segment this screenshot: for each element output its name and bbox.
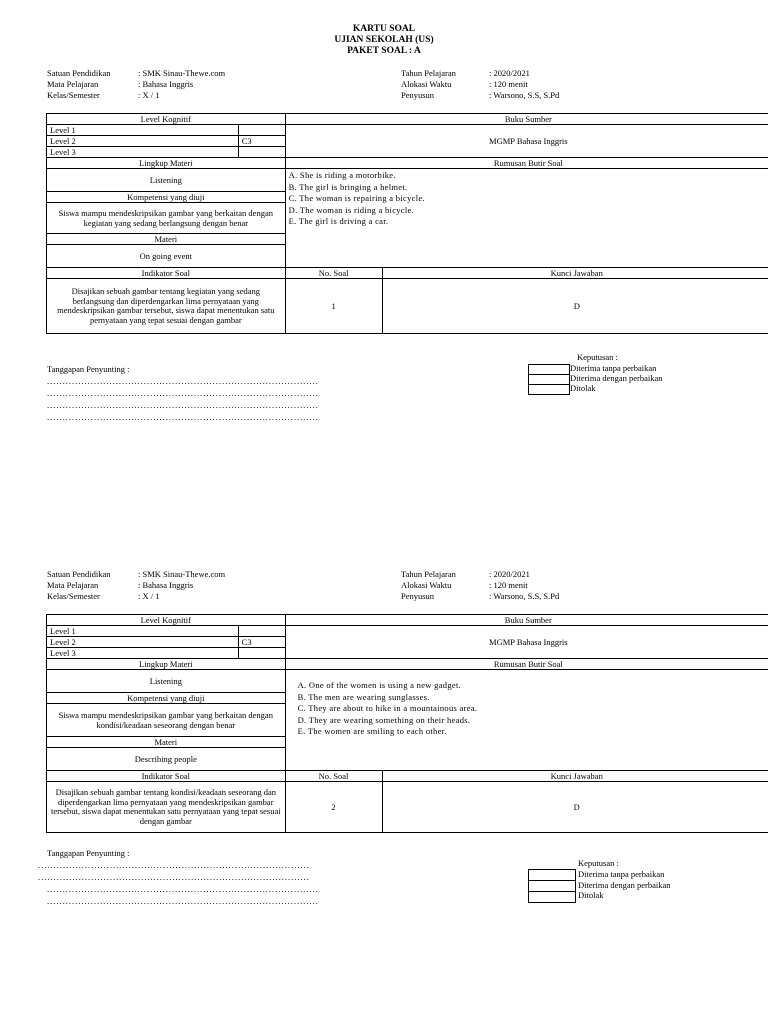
comment-line: ....................................................................................... — [47, 884, 319, 894]
mapel-value: : Bahasa Inggris — [138, 580, 194, 590]
level3-label: Level 3 — [47, 648, 239, 659]
tahun-value: : 2020/2021 — [489, 569, 530, 579]
materi-header: Materi — [47, 737, 286, 748]
kompetensi-value: Siswa mampu mendeskripsikan gambar yang berkaitan dengan kegiatan yang sedang berlangsung dengan benar — [47, 203, 286, 234]
option-b: B. The girl is bringing a helmet. — [288, 181, 408, 192]
buku-sumber-header: Buku Sumber — [285, 114, 768, 125]
buku-sumber-value: MGMP Bahasa Inggris — [285, 626, 768, 659]
option-a: A. She is riding a motorbike. — [288, 170, 396, 180]
kelas-value: : X / 1 — [138, 591, 160, 601]
card-title: KARTU SOAL — [352, 24, 416, 34]
tahun-value: : 2020/2021 — [489, 68, 530, 78]
ditolak-label: Ditolak — [570, 383, 596, 393]
kompetensi-header: Kompetensi yang diuji — [47, 192, 286, 203]
indikator-value: Disajikan sebuah gambar tentang kegiatan yang sedang berlangsung dan diperdengarkan lima pernyataan yang mendeskripsikan gambar tersebut, siswa dapat menentukan satu pernyataan yang tepat sesuai dengan gambar — [47, 279, 286, 334]
options-list — [285, 169, 768, 268]
question-card-1 — [46, 113, 768, 334]
option-c: C. The woman is repairing a bicycle. — [288, 193, 425, 203]
alokasi-value: : 120 menit — [489, 79, 528, 89]
penyusun-value: : Warsono, S.S, S.Pd — [489, 591, 560, 601]
options-list — [285, 670, 768, 771]
option-e: E. The women are smiling to each other. — [297, 726, 447, 736]
level2-label: Level 2 — [47, 136, 239, 147]
rumusan-header: Rumusan Butir Soal — [285, 158, 768, 169]
keputusan-label: Keputusan : — [578, 858, 619, 868]
comment-line: ....................................................................................... — [47, 376, 319, 386]
level-value: C3 — [238, 136, 285, 147]
no-soal-value: 1 — [285, 279, 382, 334]
level1-label: Level 1 — [47, 125, 239, 136]
comment-line: ....................................................................................... — [47, 896, 319, 906]
materi-value: On going event — [47, 245, 286, 268]
mapel-value: : Bahasa Inggris — [138, 79, 194, 89]
indikator-header: Indikator Soal — [47, 268, 286, 279]
kunci-header: Kunci Jawaban — [382, 268, 768, 279]
package-title: PAKET SOAL : A — [347, 46, 421, 56]
kunci-value: D — [382, 782, 768, 833]
option-b: B. The men are wearing sunglasses. — [297, 691, 430, 702]
terima-dengan-label: Diterima dengan perbaikan — [578, 880, 671, 890]
checkbox-ditolak[interactable] — [528, 384, 570, 395]
lingkup-value: Listening — [47, 169, 286, 192]
satuan-label: Satuan Pendidikan — [47, 68, 111, 78]
comment-line: ....................................................................................... — [47, 388, 319, 398]
mapel-label: Mata Pelajaran — [47, 79, 99, 89]
comment-line: ....................................................................................... — [38, 860, 310, 870]
ditolak-label: Ditolak — [578, 890, 604, 900]
no-soal-header: No. Soal — [285, 771, 382, 782]
option-e: E. The girl is driving a car. — [288, 216, 389, 226]
kelas-label: Kelas/Semester — [47, 591, 100, 601]
alokasi-value: : 120 menit — [489, 580, 528, 590]
tahun-label: Tahun Pelajaran — [401, 569, 456, 579]
alokasi-label: Alokasi Waktu — [401, 79, 452, 89]
lingkup-value: Listening — [47, 670, 286, 693]
tanggapan-label: Tanggapan Penyunting : — [47, 364, 130, 374]
option-c: C. They are about to hike in a mountainous area. — [297, 703, 478, 713]
tanggapan-label: Tanggapan Penyunting : — [47, 848, 130, 858]
option-d: D. The woman is riding a bicycle. — [288, 204, 415, 215]
mapel-label: Mata Pelajaran — [47, 580, 99, 590]
indikator-header: Indikator Soal — [47, 771, 286, 782]
terima-dengan-label: Diterima dengan perbaikan — [570, 373, 663, 383]
no-soal-header: No. Soal — [285, 268, 382, 279]
kompetensi-value: Siswa mampu mendeskripsikan gambar yang berkaitan dengan kondisi/keadaan seseorang dengan benar — [47, 704, 286, 737]
kunci-header: Kunci Jawaban — [382, 771, 768, 782]
option-d: D. They are wearing something on their heads. — [297, 714, 471, 725]
level2-label: Level 2 — [47, 637, 239, 648]
tahun-label: Tahun Pelajaran — [401, 68, 456, 78]
lingkup-header: Lingkup Materi — [47, 158, 286, 169]
kelas-value: : X / 1 — [138, 90, 160, 100]
materi-header: Materi — [47, 234, 286, 245]
satuan-value: : SMK Sinau-Thewe.com — [138, 68, 226, 78]
keputusan-label: Keputusan : — [577, 352, 618, 362]
buku-sumber-header: Buku Sumber — [285, 615, 768, 626]
checkbox-ditolak[interactable] — [528, 891, 576, 903]
exam-title: UJIAN SEKOLAH (US) — [334, 35, 434, 45]
question-card-2 — [46, 614, 768, 833]
comment-line: ....................................................................................... — [47, 412, 319, 422]
terima-tanpa-label: Diterima tanpa perbaikan — [570, 363, 657, 373]
satuan-value: : SMK Sinau-Thewe.com — [138, 569, 226, 579]
no-soal-value: 2 — [285, 782, 382, 833]
kompetensi-header: Kompetensi yang diuji — [47, 693, 286, 704]
penyusun-value: : Warsono, S.S, S.Pd — [489, 90, 560, 100]
penyusun-label: Penyusun — [401, 591, 435, 601]
level3-label: Level 3 — [47, 147, 239, 158]
buku-sumber-value: MGMP Bahasa Inggris — [285, 125, 768, 158]
lingkup-header: Lingkup Materi — [47, 659, 286, 670]
comment-line: ....................................................................................... — [47, 400, 319, 410]
level-value: C3 — [238, 637, 285, 648]
comment-line: ....................................................................................... — [38, 872, 310, 882]
level1-label: Level 1 — [47, 626, 239, 637]
terima-tanpa-label: Diterima tanpa perbaikan — [578, 869, 665, 879]
alokasi-label: Alokasi Waktu — [401, 580, 452, 590]
rumusan-header: Rumusan Butir Soal — [285, 659, 768, 670]
materi-value: Describing people — [47, 748, 286, 771]
option-a: A. One of the women is using a new gadget. — [297, 680, 462, 690]
indikator-value: Disajikan sebuah gambar tentang kondisi/keadaan seseorang dan diperdengarkan lima pernyataan yang mendeskripsikan gambar tersebut, siswa dapat menentukan satu pernyataan yang tepat sesuai dengan gambar — [47, 782, 286, 833]
penyusun-label: Penyusun — [401, 90, 435, 100]
level-kognitif-header: Level Kognitif — [47, 615, 286, 626]
kunci-value: D — [382, 279, 768, 334]
satuan-label: Satuan Pendidikan — [47, 569, 111, 579]
level-kognitif-header: Level Kognitif — [47, 114, 286, 125]
kelas-label: Kelas/Semester — [47, 90, 100, 100]
